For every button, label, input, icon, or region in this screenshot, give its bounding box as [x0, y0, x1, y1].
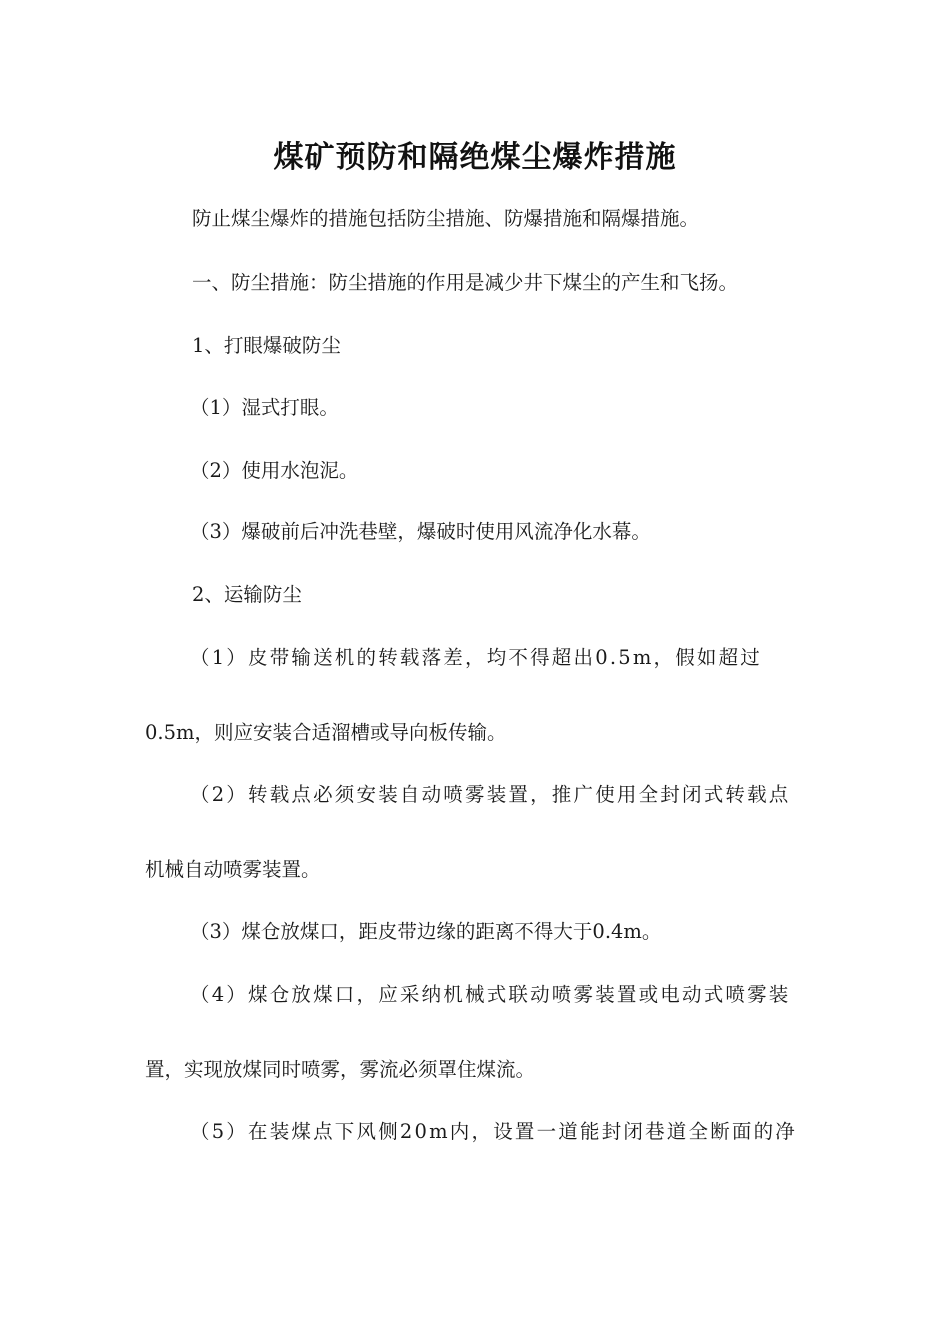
- list-item: （3）爆破前后冲洗巷壁，爆破时使用风流净化水幕。: [190, 520, 651, 543]
- list-item-continuation: 机械自动喷雾装置。: [145, 858, 321, 881]
- list-item-continuation: 0.5m，则应安装合适溜槽或导向板传输。: [145, 721, 507, 744]
- list-item-continuation: 置，实现放煤同时喷雾，雾流必须罩住煤流。: [145, 1058, 536, 1081]
- document-title: 煤矿预防和隔绝煤尘爆炸措施: [273, 140, 677, 175]
- list-item: （5）在装煤点下风侧20m内，设置一道能封闭巷道全断面的净: [190, 1120, 798, 1143]
- list-item: （2）转载点必须安装自动喷雾装置，推广使用全封闭式转载点: [190, 783, 791, 806]
- subheading-transport: 2、运输防尘: [192, 583, 302, 606]
- list-item: （2）使用水泡泥。: [190, 459, 359, 482]
- list-item: （1）湿式打眼。: [190, 396, 339, 419]
- list-item: （1）皮带输送机的转载落差，均不得超出0.5m，假如超过: [190, 646, 763, 669]
- list-item: （3）煤仓放煤口，距皮带边缘的距离不得大于0.4m。: [190, 920, 662, 943]
- list-item: （4）煤仓放煤口，应采纳机械式联动喷雾装置或电动式喷雾装: [190, 983, 791, 1006]
- heading-dust-prevention: 一、防尘措施：防尘措施的作用是减少井下煤尘的产生和飞扬。: [192, 271, 739, 294]
- paragraph-intro: 防止煤尘爆炸的措施包括防尘措施、防爆措施和隔爆措施。: [192, 207, 700, 230]
- subheading-blasting: 1、打眼爆破防尘: [192, 334, 341, 357]
